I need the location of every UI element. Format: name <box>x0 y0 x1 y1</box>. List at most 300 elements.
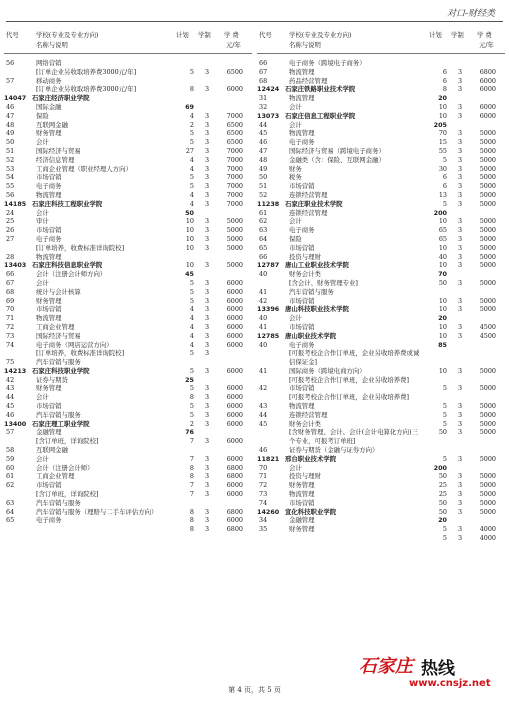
code-cell: 51 <box>259 182 268 191</box>
duration-cell: 3 <box>204 349 210 358</box>
plan-cell: 4 <box>189 199 194 208</box>
watermark-hotline: 热线 <box>421 659 455 679</box>
fee-cell: 7000 <box>226 190 243 199</box>
name-cell: [订单培养，收费标准详询院校] <box>36 243 125 252</box>
plan-cell: 50 <box>438 472 447 481</box>
code-cell: 49 <box>6 129 15 138</box>
name-cell: 会计（注册会计师） <box>36 463 94 472</box>
duration-cell: 3 <box>204 366 210 375</box>
plan-cell: 10 <box>185 243 194 252</box>
name-cell: 连锁经营管理 <box>289 190 328 199</box>
plan-cell: 4 <box>189 331 194 340</box>
fee-cell: 6000 <box>479 111 496 120</box>
name-cell: 汽车营销与服务 <box>289 287 334 296</box>
code-header: 代号 <box>259 31 272 39</box>
code-cell: 45 <box>6 402 15 411</box>
code-cell: 55 <box>6 182 15 191</box>
duration-cell: 3 <box>204 234 210 243</box>
fee-cell: 5000 <box>479 199 496 208</box>
code-cell: 56 <box>6 59 15 67</box>
plan-cell: 5 <box>189 410 194 419</box>
name-cell: 唐山科技职业技术学院 <box>285 305 349 314</box>
plan-cell: 5 <box>189 278 194 287</box>
code-cell: 46 <box>259 446 268 455</box>
fee-cell: 5000 <box>479 234 496 243</box>
plan-cell: 13 <box>438 190 447 199</box>
name-cell: 经济信息管理 <box>36 155 75 164</box>
name-cell: 市场营销 <box>36 481 62 490</box>
fee-cell: 7000 <box>226 199 243 208</box>
code-cell: 69 <box>6 296 15 305</box>
duration-cell: 3 <box>204 155 210 164</box>
code-cell: 13400 <box>4 419 27 428</box>
plan-cell: 10 <box>185 226 194 235</box>
duration-header: 学制 <box>198 31 211 39</box>
plan-cell: 5 <box>189 67 194 76</box>
name-cell: 药品经营管理 <box>289 76 328 85</box>
name-cell: 税务 <box>289 173 302 182</box>
plan-cell: 6 <box>442 76 447 85</box>
duration-cell: 3 <box>204 305 210 314</box>
plan-cell: 2 <box>189 120 194 129</box>
code-cell: 13073 <box>257 111 280 120</box>
plan-cell: 4 <box>189 111 194 120</box>
plan-cell: 10 <box>438 111 447 120</box>
duration-cell: 3 <box>457 155 463 164</box>
name-header: 学校(专业及专业方向) <box>289 31 352 39</box>
code-cell: 63 <box>259 226 268 235</box>
duration-cell: 3 <box>457 305 463 314</box>
name-cell: 电子商务 <box>289 226 315 235</box>
code-cell: 65 <box>6 516 15 525</box>
code-cell: 12787 <box>257 261 280 270</box>
code-cell: 59 <box>6 454 15 463</box>
duration-cell: 3 <box>457 331 463 340</box>
name-cell: 投资与理财 <box>289 252 321 261</box>
name-cell: 汽车营销与服务 <box>36 358 81 367</box>
name-cell: 物流管理 <box>289 129 315 138</box>
code-header: 代号 <box>6 31 19 39</box>
plan-cell: 15 <box>438 138 447 147</box>
code-cell: 14213 <box>4 366 27 375</box>
fee-cell: 5000 <box>479 190 496 199</box>
fee-cell: 6000 <box>226 366 243 375</box>
plan-cell: 5 <box>442 454 447 463</box>
fee-cell: 7000 <box>226 111 243 120</box>
plan-cell: 50 <box>185 208 194 217</box>
name-cell: 物流管理 <box>289 490 315 499</box>
plan-cell: 5 <box>189 182 194 191</box>
fee-cell: 4000 <box>479 534 496 543</box>
name-cell: 会计 <box>36 138 49 147</box>
name-cell: 唐山职业技术学院 <box>285 331 337 340</box>
plan-cell: 5 <box>442 525 447 534</box>
code-cell: 14047 <box>4 94 27 103</box>
duration-cell: 3 <box>204 296 210 305</box>
name-cell: [可报考校企合作订单班，企业另收培养费或诚信保证金] <box>289 349 420 367</box>
duration-cell: 3 <box>204 190 210 199</box>
fee-cell: 6000 <box>226 278 243 287</box>
duration-cell: 3 <box>204 164 210 173</box>
duration-cell: 3 <box>204 410 210 419</box>
name-cell: 财务会计类 <box>289 419 321 428</box>
code-cell: 32 <box>259 102 268 111</box>
name-cell: 投资与理财 <box>289 472 321 481</box>
name-cell: 连锁经营管理 <box>289 208 328 217</box>
name-cell: 财务 <box>289 164 302 173</box>
plan-cell: 7 <box>189 454 194 463</box>
plan-cell: 40 <box>438 252 447 261</box>
code-cell: 41 <box>259 322 268 331</box>
name-cell: 物流管理 <box>36 190 62 199</box>
plan-cell: 55 <box>438 146 447 155</box>
fee-cell: 7000 <box>226 182 243 191</box>
fee-cell: 6000 <box>226 410 243 419</box>
duration-cell: 3 <box>457 67 463 76</box>
name-cell: 电子商务 <box>36 516 62 525</box>
name-cell: 市场营销 <box>289 498 315 507</box>
duration-cell: 3 <box>204 402 210 411</box>
plan-cell: 25 <box>185 375 194 384</box>
table-row <box>4 349 252 358</box>
name-cell: 工商企业管理 <box>36 472 75 481</box>
fee-cell: 4000 <box>479 525 496 534</box>
code-cell: 43 <box>259 402 268 411</box>
plan-cell: 4 <box>189 155 194 164</box>
code-cell: 66 <box>6 270 15 279</box>
code-cell: 53 <box>6 164 15 173</box>
code-cell: 47 <box>6 111 15 120</box>
code-cell: 42 <box>259 296 268 305</box>
plan-cell: 69 <box>185 102 194 111</box>
plan-cell: 5 <box>442 155 447 164</box>
code-cell: 74 <box>6 340 15 349</box>
plan-cell: 8 <box>189 516 194 525</box>
code-cell: 46 <box>6 410 15 419</box>
fee-cell: 6000 <box>226 402 243 411</box>
name-cell: [订单企业另收取培养费3000元/年] <box>36 85 137 94</box>
code-cell: 75 <box>6 358 15 367</box>
code-cell: 51 <box>6 146 15 155</box>
fee-cell: 5000 <box>479 261 496 270</box>
fee-cell: 6000 <box>479 102 496 111</box>
code-cell: 70 <box>259 463 268 472</box>
duration-cell: 3 <box>457 384 463 393</box>
name-cell: 会计 <box>289 314 302 323</box>
fee-cell: 4500 <box>479 331 496 340</box>
duration-cell: 3 <box>457 234 463 243</box>
name-cell: 邢台职业技术学院 <box>285 454 337 463</box>
code-cell: 42 <box>259 384 268 393</box>
plan-cell: 10 <box>438 331 447 340</box>
plan-cell: 65 <box>438 226 447 235</box>
plan-cell: 50 <box>438 507 447 516</box>
duration-cell: 3 <box>457 85 463 94</box>
fee-cell: 6500 <box>226 67 243 76</box>
name-cell: 金融管理 <box>289 516 315 525</box>
duration-cell: 3 <box>204 419 210 428</box>
name-cell: 保险 <box>289 234 302 243</box>
table-row <box>257 279 505 288</box>
plan-cell: 6 <box>442 182 447 191</box>
code-cell: 70 <box>6 305 15 314</box>
duration-cell: 3 <box>204 67 210 76</box>
code-cell: 31 <box>259 94 268 103</box>
right-column <box>257 29 505 543</box>
code-cell: 47 <box>259 146 268 155</box>
duration-cell: 3 <box>204 454 210 463</box>
table-row <box>257 525 505 543</box>
name-cell: 财务管理 <box>36 129 62 138</box>
fee-cell: 5000 <box>479 454 496 463</box>
fee-cell: 6800 <box>226 507 243 516</box>
name-cell: 石家庄信息工程职业学院 <box>285 111 356 120</box>
plan-cell: 5 <box>442 534 447 543</box>
duration-cell: 3 <box>204 120 210 129</box>
fee-cell: 5000 <box>479 366 496 375</box>
plan-cell: 4 <box>189 305 194 314</box>
fee-cell: 5000 <box>226 243 243 252</box>
duration-cell: 3 <box>457 481 463 490</box>
plan-cell: 8 <box>189 507 194 516</box>
name-header: 学校(专业及专业方向) <box>36 31 99 39</box>
duration-cell: 3 <box>457 146 463 155</box>
duration-cell: 3 <box>457 243 463 252</box>
fee-cell: 5000 <box>479 138 496 147</box>
plan-cell: 205 <box>433 120 447 129</box>
code-cell: 71 <box>6 314 15 323</box>
plan-cell: 20 <box>438 516 447 525</box>
plan-cell: 8 <box>189 463 194 472</box>
code-cell: 52 <box>6 155 15 164</box>
name-cell: 国际金融 <box>36 102 62 111</box>
fee-cell: 5000 <box>479 481 496 490</box>
code-cell: 13403 <box>4 261 27 270</box>
name-cell: 石家庄职业技术学院 <box>285 199 343 208</box>
name-cell: [可报考校企合作订单班，企业另收培养费] <box>289 393 410 402</box>
duration-cell: 3 <box>457 472 463 481</box>
name-cell: 市场营销 <box>289 296 315 305</box>
fee-cell: 7000 <box>226 146 243 155</box>
name-cell: 互联网金融 <box>36 120 68 129</box>
code-cell: 45 <box>259 129 268 138</box>
name-cell: 电子商务 <box>36 182 62 191</box>
plan-cell: 5 <box>189 138 194 147</box>
fee-cell: 6500 <box>226 138 243 147</box>
fee-cell: 6000 <box>226 296 243 305</box>
duration-cell: 3 <box>457 190 463 199</box>
plan-cell: 8 <box>189 393 194 402</box>
code-cell: 44 <box>6 393 15 402</box>
name-cell: 会计 <box>289 217 302 226</box>
watermark-url: www.cnsjz.net <box>409 678 491 689</box>
plan-cell: 65 <box>438 234 447 243</box>
page-header-category: 对口-财经类 <box>446 9 495 19</box>
fee-cell: 5000 <box>226 217 243 226</box>
fee-cell: 7000 <box>226 164 243 173</box>
left-table-body <box>4 59 252 534</box>
plan-cell: 10 <box>438 296 447 305</box>
name-cell: 汽车营销与服务（理赔与二手车评估方向） <box>36 507 158 516</box>
code-cell: 40 <box>259 340 268 349</box>
duration-cell: 3 <box>204 111 210 120</box>
table-row <box>257 428 505 446</box>
name-cell: 电子商务（跨境电子商务） <box>289 59 366 67</box>
fee-cell: 5000 <box>479 410 496 419</box>
code-cell: 41 <box>259 366 268 375</box>
fee-cell: 6800 <box>226 472 243 481</box>
code-cell: 41 <box>259 287 268 296</box>
code-cell: 50 <box>259 173 268 182</box>
duration-cell: 3 <box>204 85 210 94</box>
code-cell: 67 <box>6 278 15 287</box>
name-cell: 会计 <box>36 208 49 217</box>
plan-cell: 7 <box>189 490 194 499</box>
fee-cell: 6800 <box>479 67 496 76</box>
name-cell: 连锁经营管理 <box>289 410 328 419</box>
fee-cell: 5000 <box>479 472 496 481</box>
duration-cell: 3 <box>457 199 463 208</box>
duration-cell: 3 <box>457 164 463 173</box>
name-cell: 物流管理 <box>289 67 315 76</box>
name-cell: [含订单班，详询院校] <box>36 490 99 499</box>
duration-cell: 3 <box>204 287 210 296</box>
duration-cell: 3 <box>204 525 210 534</box>
plan-cell: 4 <box>189 190 194 199</box>
name-cell: 物流管理 <box>36 314 62 323</box>
name-cell: 市场营销 <box>289 243 315 252</box>
name-cell: 市场营销 <box>289 384 315 393</box>
name-cell: 物流管理 <box>289 402 315 411</box>
name-cell: 电子商务 <box>289 340 315 349</box>
code-cell: 49 <box>259 164 268 173</box>
name-cell: 唐山工业职业技术学院 <box>285 261 349 270</box>
name-cell: 工商企业管理（职业经理人方向） <box>36 164 132 173</box>
fee-cell: 5000 <box>479 498 496 507</box>
code-cell: 66 <box>259 252 268 261</box>
fee-cell: 5000 <box>479 182 496 191</box>
code-cell: 35 <box>259 525 268 534</box>
code-cell: 61 <box>259 208 268 217</box>
code-cell: 61 <box>6 472 15 481</box>
duration-cell: 3 <box>204 199 210 208</box>
name-cell: 会计 <box>289 463 302 472</box>
right-column-header <box>257 29 505 54</box>
fee-cell: 6800 <box>226 463 243 472</box>
duration-cell: 3 <box>204 393 210 402</box>
plan-cell: 8 <box>189 472 194 481</box>
duration-cell: 3 <box>457 226 463 235</box>
plan-cell: 5 <box>442 419 447 428</box>
fee-cell: 5000 <box>479 243 496 252</box>
duration-cell: 3 <box>457 138 463 147</box>
plan-cell: 5 <box>442 402 447 411</box>
name-cell: 会计 <box>36 454 49 463</box>
duration-cell: 3 <box>457 111 463 120</box>
fee-cell: 5000 <box>479 146 496 155</box>
table-row <box>257 367 505 376</box>
name-cell: 物流管理 <box>36 252 62 261</box>
duration-cell: 3 <box>204 490 210 499</box>
plan-cell: 6 <box>442 173 447 182</box>
plan-cell: 5 <box>442 384 447 393</box>
name-cell: 市场营销 <box>36 226 62 235</box>
code-cell: 72 <box>259 481 268 490</box>
duration-cell: 3 <box>457 490 463 499</box>
name-cell: 市场营销 <box>289 182 315 191</box>
duration-cell: 3 <box>457 129 463 138</box>
fee-cell: 5000 <box>479 155 496 164</box>
plan-cell: 76 <box>185 428 194 437</box>
name-cell: 国际经济与贸易 <box>36 331 81 340</box>
plan-cell: 4 <box>189 314 194 323</box>
duration-cell: 3 <box>204 463 210 472</box>
fee-cell: 6000 <box>226 314 243 323</box>
duration-cell: 3 <box>204 278 210 287</box>
code-cell: 34 <box>259 516 268 525</box>
name-cell: 财务管理 <box>289 525 315 534</box>
code-cell: 43 <box>6 384 15 393</box>
code-cell: 62 <box>259 217 268 226</box>
code-cell: 11238 <box>257 199 280 208</box>
left-column <box>4 29 252 534</box>
name-cell: [订单企业另收取培养费3000元/年] <box>36 67 137 76</box>
name-cell: 审计 <box>36 217 49 226</box>
duration-cell: 3 <box>204 217 210 226</box>
code-cell: 27 <box>6 234 15 243</box>
name-cell: 会计 <box>36 278 49 287</box>
plan-cell: 10 <box>438 102 447 111</box>
plan-cell: 5 <box>189 366 194 375</box>
plan-cell: 50 <box>438 498 447 507</box>
code-cell: 44 <box>259 120 268 129</box>
name-cell: 工商企业管理 <box>36 322 75 331</box>
duration-cell: 3 <box>457 525 463 534</box>
duration-cell: 3 <box>457 410 463 419</box>
plan-cell: 25 <box>438 490 447 499</box>
table-row <box>257 384 505 393</box>
code-cell: 60 <box>6 463 15 472</box>
name-cell: 金融类（含：保险、互联网金融） <box>289 155 385 164</box>
plan-cell: 5 <box>442 410 447 419</box>
plan-cell: 8 <box>189 85 194 94</box>
fee-cell: 6000 <box>226 340 243 349</box>
code-cell: 68 <box>259 76 268 85</box>
code-cell: 57 <box>6 76 15 85</box>
duration-cell: 3 <box>457 322 463 331</box>
code-cell: 66 <box>259 59 268 67</box>
name-cell: 石家庄铁路职业技术学院 <box>285 85 356 94</box>
fee-cell: 6000 <box>226 419 243 428</box>
code-cell: 64 <box>259 234 268 243</box>
duration-header: 学制 <box>451 31 464 39</box>
name-cell: 保险 <box>36 111 49 120</box>
code-cell: 48 <box>259 155 268 164</box>
plan-cell: 70 <box>438 270 447 279</box>
plan-cell: 5 <box>189 287 194 296</box>
fee-cell: 6000 <box>226 384 243 393</box>
fee-cell: 4500 <box>479 322 496 331</box>
fee-cell: 5000 <box>479 226 496 235</box>
name-cell: 宣化科技职业学院 <box>285 507 337 516</box>
duration-cell: 3 <box>204 472 210 481</box>
name-cell: 财务会计类 <box>289 270 321 279</box>
duration-cell: 3 <box>204 182 210 191</box>
duration-cell: 3 <box>457 498 463 507</box>
plan-header: 计划 <box>176 31 189 39</box>
duration-cell: 3 <box>204 226 210 235</box>
fee-cell: 5000 <box>479 217 496 226</box>
